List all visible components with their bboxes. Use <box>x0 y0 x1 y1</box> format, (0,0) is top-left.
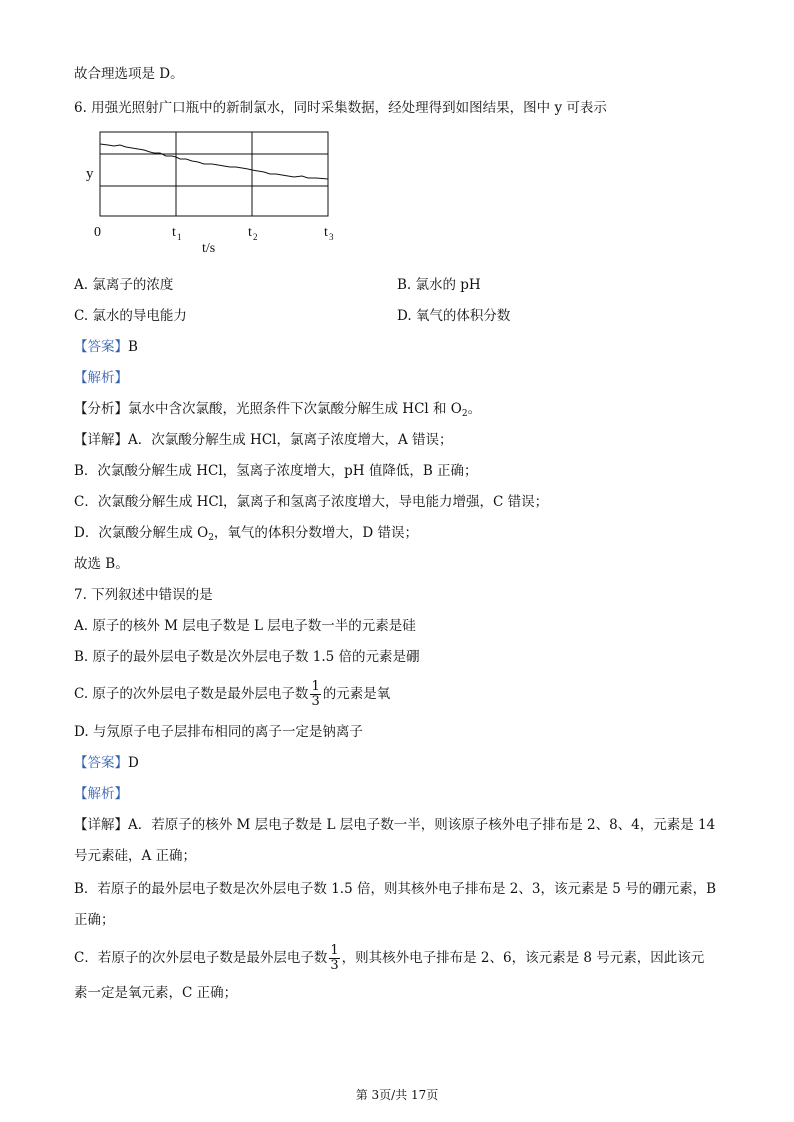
analysis-tag: 【解析】 <box>74 370 128 386</box>
svg-text:t: t <box>172 225 176 240</box>
detail-7b-line2: 正确； <box>74 912 115 928</box>
graph-frame <box>100 132 328 216</box>
conclusion-6: 故选 B。 <box>74 556 129 572</box>
answer-tag: 【答案】 <box>74 339 128 355</box>
answer-value: B <box>128 339 138 355</box>
q6-option-c: C. 氯水的导电能力 <box>74 308 187 324</box>
q6-option-b: B. 氯水的 pH <box>397 277 481 293</box>
analysis-tag: 【解析】 <box>74 786 128 802</box>
graph-x-axis-label: t/s <box>202 241 216 254</box>
detail-b: B．次氯酸分解生成 HCl，氢离子浓度增大，pH 值降低，B 正确； <box>74 463 478 479</box>
detail-7c-line2: 素一定是氧元素，C 正确； <box>74 985 238 1001</box>
question-6-graph <box>84 124 344 254</box>
q7-option-b: B. 原子的最外层电子数是次外层电子数 1.5 倍的元素是硼 <box>74 649 420 665</box>
detail-7a-line1: 【详解】A．若原子的核外 M 层电子数是 L 层电子数一半，则该原子核外电子排布是 2、8、4，元素是 14 <box>74 817 716 833</box>
q6-option-d: D. 氧气的体积分数 <box>397 308 511 324</box>
detail-7b-line1: B．若原子的最外层电子数是次外层电子数 1.5 倍，则其核外电子排布是 2、3，该元素是 5 号的硼元素，B <box>74 881 717 897</box>
text-line: 故合理选项是 D。 <box>74 66 184 82</box>
q7-option-a: A. 原子的核外 M 层电子数是 L 层电子数一半的元素是硅 <box>74 618 416 634</box>
question-6: 6. 用强光照射广口瓶中的新制氯水，同时采集数据，经处理得到如图结果，图中 y 可表示 <box>74 100 607 116</box>
fraction-one-third: $\frac{1}{3}$ <box>330 943 339 973</box>
detail-7c-line1: C．若原子的次外层电子数是最外层电子数 $\frac{1}{3}$ ，则其核外电子排布是 2、6，该元素是 8 号元素，因此该元 <box>74 943 705 973</box>
graph-y-label: y <box>86 166 94 182</box>
page-footer: 第 3页/共 17页 <box>355 1088 439 1102</box>
analysis-summary: 【分析】氯水中含次氯酸，光照条件下次氯酸分解生成 HCl 和 $O_2$。 <box>74 401 482 419</box>
svg-text:3: 3 <box>329 232 334 242</box>
svg-text:t: t <box>324 225 328 240</box>
svg-text:1: 1 <box>177 232 182 242</box>
answer-6 <box>74 337 138 357</box>
fraction-one-third: $\frac{1}{3}$ <box>311 679 320 709</box>
q7-option-c: C. 原子的次外层电子数是最外层电子数 $\frac{1}{3}$ 的元素是氧 <box>74 679 391 709</box>
detail-a: 【详解】A．次氯酸分解生成 HCl，氯离子浓度增大，A 错误； <box>74 432 453 448</box>
svg-text:t: t <box>248 225 252 240</box>
detail-7a-line2: 号元素硅，A 正确； <box>74 848 197 864</box>
graph-t2-label <box>248 225 258 242</box>
graph-t3-label <box>324 225 334 242</box>
q6-option-a: A. 氯离子的浓度 <box>74 277 174 293</box>
detail-tag: 【详解】 <box>74 817 128 833</box>
answer-7 <box>74 753 139 773</box>
graph-curve <box>100 144 328 179</box>
detail-c: C．次氯酸分解生成 HCl，氯离子和氢离子浓度增大，导电能力增强，C 错误； <box>74 494 549 510</box>
q7-option-d: D. 与氖原子电子层排布相同的离子一定是钠离子 <box>74 724 363 740</box>
graph-origin-label: 0 <box>94 225 101 240</box>
svg-text:2: 2 <box>253 232 258 242</box>
detail-tag: 【详解】 <box>74 432 128 448</box>
graph-t1-label <box>172 225 182 242</box>
answer-value: D <box>128 755 139 771</box>
detail-d: D．次氯酸分解生成 $O_2$，氧气的体积分数增大，D 错误； <box>74 525 419 543</box>
question-7: 7. 下列叙述中错误的是 <box>74 587 213 603</box>
answer-tag: 【答案】 <box>74 755 128 771</box>
